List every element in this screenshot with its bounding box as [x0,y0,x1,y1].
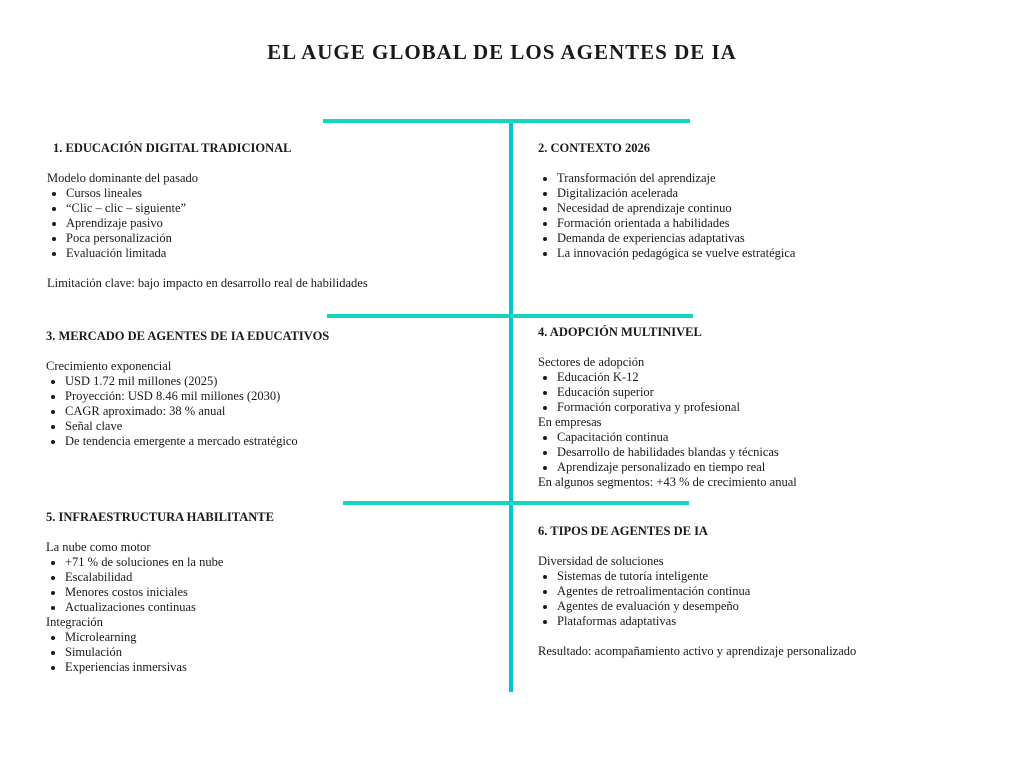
section-title: 2. CONTEXTO 2026 [538,141,650,155]
section-intro: Crecimiento exponencial [46,359,172,373]
list-item: • Digitalización acelerada [557,186,1008,201]
page-title: EL AUGE GLOBAL DE LOS AGENTES DE IA [267,40,737,64]
list-item: • Simulación [65,645,516,660]
bullet-list [538,569,1008,629]
section-title: 6. TIPOS DE AGENTES DE IA [538,524,708,538]
list-item: • La innovación pedagógica se vuelve estratégica [557,246,1008,261]
section-footer: Limitación clave: bajo impacto en desarrollo real de habilidades [47,276,368,290]
bullet-list [538,430,1008,475]
list-item: • Educación superior [557,385,1008,400]
section-title: 5. INFRAESTRUCTURA HABILITANTE [46,510,274,524]
list-item: • Transformación del aprendizaje [557,171,1008,186]
section-subheading: Integración [46,615,103,629]
list-item: • Proyección: USD 8.46 mil millones (2030) [65,389,516,404]
horizontal-divider-middle [327,314,693,318]
list-item: • CAGR aproximado: 38 % anual [65,404,516,419]
list-item: • +71 % de soluciones en la nube [65,555,516,570]
bullet-list [47,186,517,261]
section-ai-agent-types [538,524,1008,659]
section-subheading: En empresas [538,415,602,429]
section-title: 1. EDUCACIÓN DIGITAL TRADICIONAL [53,141,292,155]
list-item: • Señal clave [65,419,516,434]
list-item: • Experiencias inmersivas [65,660,516,675]
list-item: • Sistemas de tutoría inteligente [557,569,1008,584]
list-item: • Menores costos iniciales [65,585,516,600]
list-item: • Aprendizaje pasivo [66,216,517,231]
list-item: • Formación orientada a habilidades [557,216,1008,231]
list-item: • Actualizaciones continuas [65,600,516,615]
list-item: • “Clic – clic – siguiente” [66,201,517,216]
list-item: • Plataformas adaptativas [557,614,1008,629]
list-item: • USD 1.72 mil millones (2025) [65,374,516,389]
list-item: • Formación corporativa y profesional [557,400,1008,415]
list-item: • Cursos lineales [66,186,517,201]
section-intro: Diversidad de soluciones [538,554,664,568]
section-ai-agents-market [46,329,516,449]
list-item: • Poca personalización [66,231,517,246]
section-intro: Sectores de adopción [538,355,645,369]
bullet-list [538,370,1008,415]
bullet-list [46,630,516,675]
list-item: • Demanda de experiencias adaptativas [557,231,1008,246]
list-item: • De tendencia emergente a mercado estratégico [65,434,516,449]
section-multilevel-adoption [538,325,1008,490]
list-item: • Educación K-12 [557,370,1008,385]
list-item: • Agentes de evaluación y desempeño [557,599,1008,614]
list-item: • Evaluación limitada [66,246,517,261]
list-item: • Aprendizaje personalizado en tiempo real [557,460,1008,475]
horizontal-divider-top [323,119,690,123]
section-intro: Modelo dominante del pasado [47,171,199,185]
section-title: 4. ADOPCIÓN MULTINIVEL [538,325,702,339]
list-item: • Necesidad de aprendizaje continuo [557,201,1008,216]
section-title: 3. MERCADO DE AGENTES DE IA EDUCATIVOS [46,329,330,343]
list-item: • Capacitación continua [557,430,1008,445]
horizontal-divider-bottom [343,501,689,505]
bullet-list [538,171,1008,261]
section-intro: La nube como motor [46,540,151,554]
section-enabling-infrastructure [46,510,516,675]
list-item: • Desarrollo de habilidades blandas y técnicas [557,445,1008,460]
list-item: • Escalabilidad [65,570,516,585]
list-item: • Microlearning [65,630,516,645]
section-footer: Resultado: acompañamiento activo y aprendizaje personalizado [538,644,857,658]
section-context-2026 [538,141,1008,261]
bullet-list [46,555,516,615]
section-footer: En algunos segmentos: +43 % de crecimiento anual [538,475,797,489]
list-item: • Agentes de retroalimentación continua [557,584,1008,599]
section-traditional-digital-education [47,141,517,291]
bullet-list [46,374,516,449]
